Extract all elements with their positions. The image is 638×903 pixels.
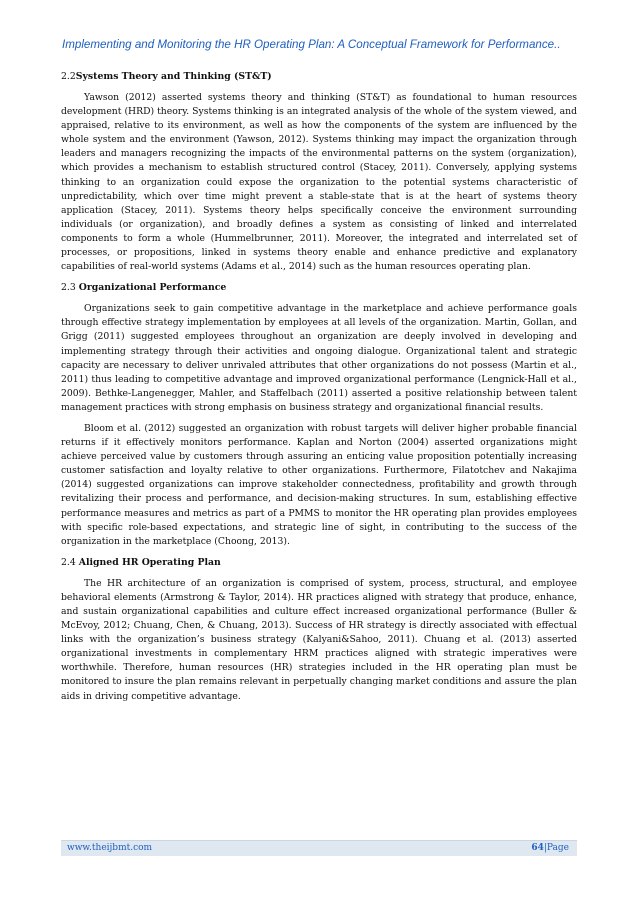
page-number (531, 843, 569, 853)
paragraph: Organizations seek to gain competitive advantage in the marketplace and achieve performance goals through effective strategy implementation by employees at all levels of the organization. Martin, Gollan, and Grigg (2011) suggested employees throughout an organization are deeply involved in developing and implementing strategy through their activities and ongoing dialogue. Organizational talent and strategic capacity are necessary to deliver unrivaled attributes that other organizations do not possess (Martin et al., 2011) thus leading to competitive advantage and improved organizational performance (Lengnick-Hall et al., 2009). Bethke-Langenegger, Mahler, and Staffelbach (2011) asserted a positive relationship between talent management practices with strong emphasis on business strategy and organizational financial results. (61, 303, 577, 413)
paragraph: Bloom et al. (2012) suggested an organization with robust targets will deliver higher probable financial returns if it effectively monitors performance. Kaplan and Norton (2004) asserted organizations might achieve perceived value by customers through assuring an enticing value proposition potentially increasing customer satisfaction and loyalty relative to other organizations. Furthermore, Filatotchev and Nakajima (2014) suggested organizations can improve stakeholder connectedness, profitability and growth through revitalizing their process and performance, and decision-making structures. In sum, establishing effective performance measures and metrics as part of a PMMS to monitor the HR operating plan provides employees with specific role-based expectations, and strategic line of sight, in contributing to the success of the organization in the marketplace (Choong, 2013). (61, 422, 577, 547)
section-title: Organizational Performance (78, 282, 227, 294)
section-title: Systems Theory and Thinking (ST&T) (75, 71, 272, 82)
section-number: 2.4 (61, 556, 76, 568)
section-title: Aligned HR Operating Plan (78, 556, 221, 568)
section-number: 2.2 (61, 71, 76, 82)
journal-website-link[interactable]: www.theijbmt.com (67, 843, 153, 853)
paragraph: The HR architecture of an organization is comprised of system, process, structural, and employee behavioral elements (Armstrong & Taylor, 2014). HR practices aligned with strategy that produce, enhance, and sustain organizational capabilities and culture effect increased organizational performance (Buller & McEvoy, 2012; Chuang, Chen, & Chuang, 2013). Success of HR strategy is directly associated with effectual links with the organization’s business strategy (Kalyani&Sahoo, 2011). Chuang et al. (2013) asserted organizational investments in complementary HRM practices aligned with strategic imperatives were worthwhile. Therefore, human resources (HR) strategies included in the HR operating plan must be monitored to insure the plan remains relevant in perpetually changing market conditions and assure the plan aids in driving competitive advantage. (61, 577, 577, 702)
page-body (61, 70, 577, 711)
page-label: |Page (543, 843, 569, 853)
section-heading-2-3 (61, 281, 577, 295)
section-number: 2.3 (61, 282, 76, 294)
page-number-value: 64 (531, 843, 544, 853)
section-heading-2-4 (61, 556, 577, 570)
page-footer (61, 840, 577, 856)
section-heading-2-2 (61, 70, 577, 84)
paragraph: Yawson (2012) asserted systems theory and thinking (ST&T) as foundational to human resources development (HRD) theory. Systems thinking is an integrated analysis of the whole of the system viewed, and appraised, relative to its environment, as well as how the components of the system are influenced by the whole system and the environment (Yawson, 2012). Systems thinking may impact the organization through leaders and managers recognizing the impacts of the environmental patterns on the system (organization), which provides a mechanism to establish structured control (Stacey, 2011). Conversely, applying systems thinking to an organization could expose the organization to the potential systems characteristic of unpredictability, which over time might prevent a stable-state that is at the heart of systems theory application (Stacey, 2011). Systems theory helps specifically conceive the environment surrounding individuals (or organization), and broadly defines a system as consisting of linked and interrelated components to form a whole (Hummelbrunner, 2011). Moreover, the integrated and interrelated set of processes, or propositions, linked in systems theory enable and enhance predictive and explanatory capabilities of real-world systems (Adams et al., 2014) such as the human resources operating plan. (61, 92, 577, 273)
running-header: Implementing and Monitoring the HR Operating Plan: A Conceptual Framework for Performance.. (62, 38, 561, 51)
